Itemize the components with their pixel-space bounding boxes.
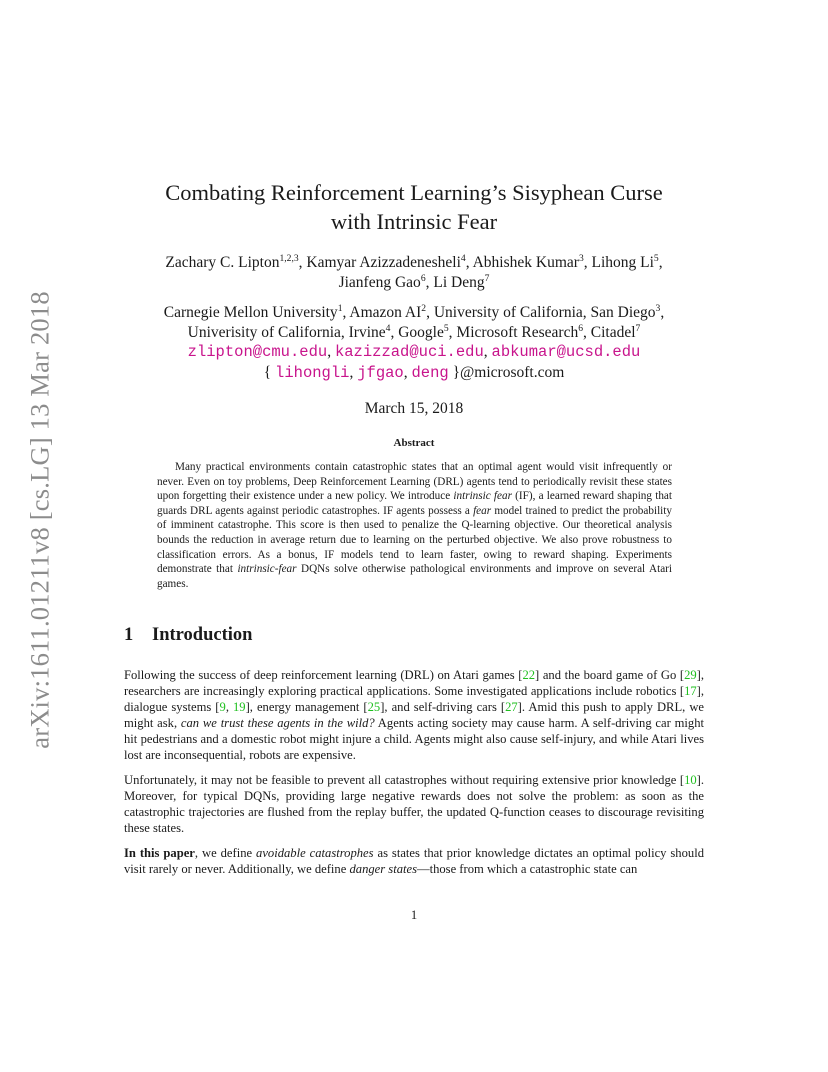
- body-text: ], energy management [: [245, 700, 368, 715]
- body-text: , we define: [194, 846, 257, 860]
- abstract-text: (IF), a learned reward shaping that guards DRL agents against periodic catastrophes. IF agents possess a: [157, 490, 672, 517]
- author-affil: 7: [484, 272, 490, 284]
- intro-paragraph-1: [124, 667, 704, 764]
- abstract-emphasis: intrinsic fear: [453, 490, 512, 503]
- abstract-emphasis: fear: [473, 504, 492, 517]
- author-name: Zachary C. Lipton: [165, 254, 280, 271]
- author-name: Kamyar Azizzadenesheli: [306, 254, 461, 271]
- author-affil: 3: [578, 252, 584, 264]
- citation-link[interactable]: 10: [684, 773, 697, 787]
- abstract-body: [157, 460, 672, 591]
- body-text: ]. Amid this push to apply DRL, we might ask,: [124, 700, 705, 731]
- citation-link[interactable]: 9: [219, 700, 226, 715]
- paper-title: [0, 178, 828, 236]
- section-heading: [124, 625, 252, 646]
- intro-paragraph-2: [124, 772, 704, 836]
- affiliation-block: Carnegie Mellon University$^1$, Amazon $AI^2$, University of California, San Diego$^3$, Univerisity of California, Irvine$^4$, Google$^5$, Microsoft Research$^6$, Citadel$^7$ zlipton@cmu.edu, kazizzad@uci.edu, abkumar@ucsd.edu { lihongli, jfgao, deng }@microsoft.com: [0, 303, 828, 383]
- affiliation: Citadel: [590, 323, 636, 341]
- affiliation: University of California, San Diego: [433, 304, 656, 321]
- body-text: ], and self-driving cars [: [380, 700, 506, 715]
- author-list: Zachary C. Lipton$^{1,2,3}$, Kamyar Azizzadenesheli$^4$, Abhishek Kumar$^3$, Lihong Li$^5$, Jianfeng Gao$^6$, Li Deng$^7$: [165, 252, 663, 291]
- arxiv-identifier: arXiv:1611.01211v8 [cs.LG] 13 Mar 2018: [24, 291, 55, 749]
- body-emphasis: danger states: [349, 862, 417, 877]
- affiliation-num: 5: [443, 322, 449, 334]
- abstract-text: model trained to predict the probability of imminent catastrophe. This score is then used to penalize the Q-learning objective. Our theoretical analysis bounds the reduction in average return due to learning on the perturbed objective. We also prove robustness to classification errors. As a bonus, IF models tend to learn faster, owing to reward shaping. Experiments demonstrate that: [157, 504, 672, 576]
- email-link[interactable]: lihongli: [275, 363, 350, 382]
- body-text: ], researchers are increasingly exploring practical applications. Some investigated applications include robotics [: [124, 668, 704, 699]
- email-link[interactable]: kazizzad@uci.edu: [334, 343, 484, 361]
- citation-link[interactable]: 25: [367, 700, 381, 715]
- title-line-2: with Intrinsic Fear: [330, 209, 498, 234]
- email-link[interactable]: abkumar@ucsd.edu: [491, 343, 641, 361]
- paper-date: March 15, 2018: [364, 400, 464, 417]
- author-name: Li Deng: [433, 274, 485, 291]
- citation-link[interactable]: 22: [522, 668, 536, 682]
- email-link[interactable]: zlipton@cmu.edu: [187, 343, 328, 361]
- abstract-text: DQNs solve otherwise pathological environments and improve on several Atari games.: [157, 563, 673, 590]
- body-bold: In this paper: [124, 846, 195, 860]
- microsoft-email-line: { lihongli, jfgao, deng }@microsoft.com: [263, 363, 565, 382]
- affiliation-num: 3: [655, 302, 661, 314]
- author-affil: 4: [460, 252, 466, 264]
- page-number: 1: [410, 908, 418, 922]
- author-affil: 6: [420, 272, 426, 284]
- affiliation-num: 6: [578, 322, 584, 334]
- affiliation: Amazon AI: [349, 304, 422, 321]
- author-name: Abhishek Kumar: [472, 254, 579, 271]
- citation-link[interactable]: 27: [505, 700, 518, 715]
- body-emphasis: avoidable catastrophes: [256, 846, 374, 860]
- body-text: ], dialogue systems [: [124, 684, 704, 715]
- affiliation-num: 7: [635, 322, 641, 334]
- body-text: ]. Moreover, for typical DQNs, providing large negative rewards does not solve the problem: as soon as the catastrophic trajectories are flushed from the replay buffer, the updated Q-function ceases to discourage revisiting these states.: [124, 773, 704, 836]
- body-text: Agents acting society may cause harm. A self-driving car might hit pedestrians and a domestic robot might injure a child. Agents might also cause self-injury, and while Atari lives lost are inconsequential, robots are expensive.: [124, 716, 704, 763]
- body-emphasis: can we trust these agents in the wild?: [180, 716, 375, 731]
- abstract-heading: Abstract: [393, 437, 435, 449]
- author-affil: 5: [653, 252, 659, 264]
- affiliation-num: 4: [385, 322, 391, 334]
- affiliation-num: 1: [337, 302, 343, 314]
- affiliation: Google: [398, 323, 444, 341]
- intro-paragraph-3: [124, 845, 704, 877]
- section-title: Introduction: [152, 625, 253, 645]
- title-line-1: Combating Reinforcement Learning’s Sisyphean Curse: [165, 180, 663, 205]
- body-text: ] and the board game of Go [: [535, 668, 685, 682]
- body-text: Unfortunately, it may not be feasible to prevent all catastrophes without requiring extensive prior knowledge [: [124, 773, 685, 787]
- abstract-emphasis: intrinsic-fear: [237, 563, 297, 576]
- body-text: —those from which a catastrophic state can: [416, 862, 638, 877]
- email-domain: @microsoft.com: [460, 363, 565, 381]
- affiliation: Microsoft Research: [456, 323, 579, 341]
- section-number: 1: [124, 625, 134, 645]
- citation-link[interactable]: 29: [684, 668, 697, 682]
- citation-link[interactable]: 17: [684, 684, 697, 699]
- affiliation: Carnegie Mellon University: [163, 304, 338, 321]
- author-name: Lihong Li: [591, 254, 654, 271]
- affiliation: Univerisity of California, Irvine: [187, 323, 386, 341]
- body-text: as states that prior knowledge dictates an optimal policy should visit rarely or never. Additionally, we define: [124, 846, 704, 877]
- body-text: Following the success of deep reinforcement learning (DRL) on Atari games [: [124, 668, 523, 682]
- author-name: Jianfeng Gao: [338, 274, 421, 291]
- body-text: ,: [225, 700, 233, 715]
- abstract-text: Many practical environments contain catastrophic states that an optimal agent would visit infrequently or never. Even on toy problems, Deep Reinforcement Learning (DRL) agents tend to periodically revisit these states upon forgetting their existence under a new policy. We introduce: [157, 461, 672, 503]
- affiliation-num: 2: [421, 302, 427, 314]
- email-link[interactable]: jfgao: [357, 363, 404, 382]
- author-affil: 1,2,3: [279, 252, 299, 264]
- email-line: zlipton@cmu.edu, kazizzad@uci.edu, abkumar@ucsd.edu: [187, 343, 641, 361]
- email-link[interactable]: deng: [411, 363, 449, 382]
- citation-link[interactable]: 19: [233, 700, 246, 715]
